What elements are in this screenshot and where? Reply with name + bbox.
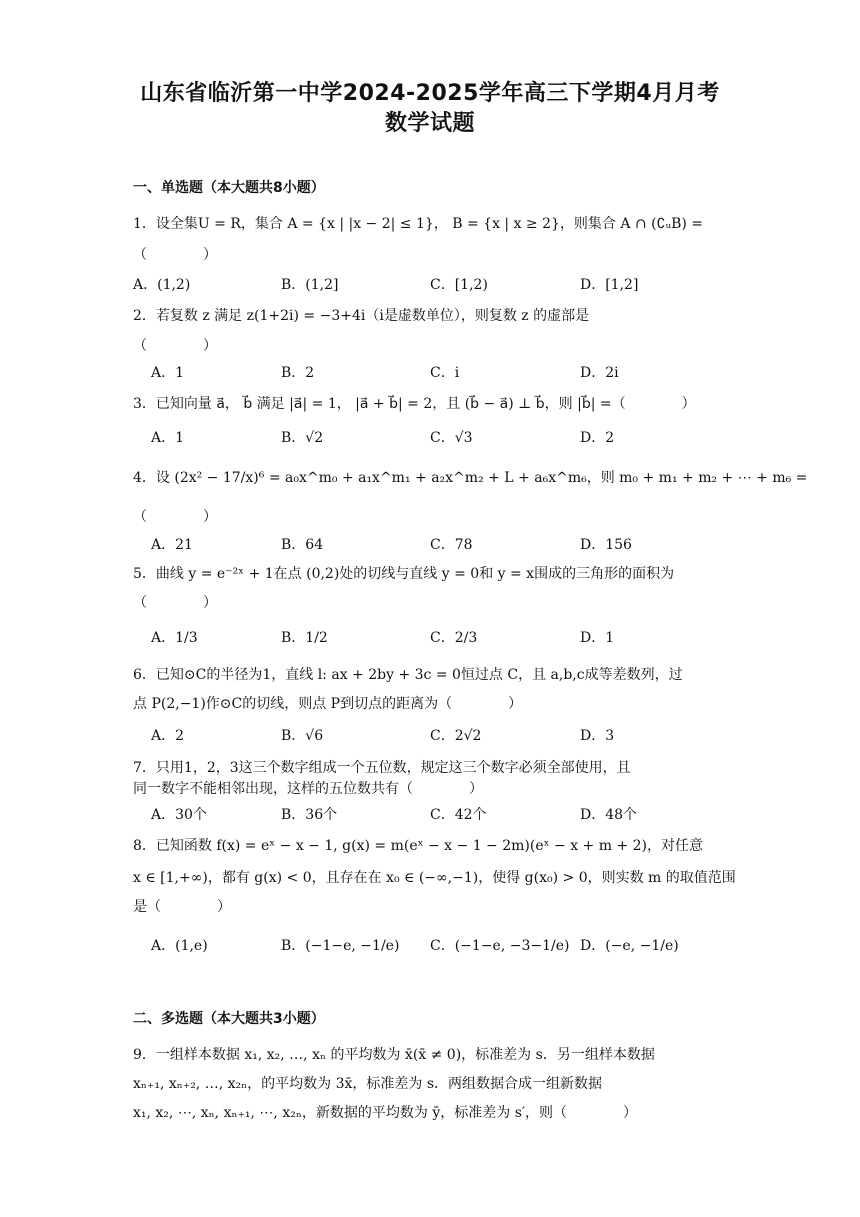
question-1-option-d: D．[1,2] xyxy=(580,277,639,293)
question-4-blank: （ ） xyxy=(133,509,217,525)
question-6-option-a: A．2 xyxy=(151,728,185,744)
question-8-blank: 是（ ） xyxy=(133,899,231,915)
question-7-stem-cont: 同一数字不能相邻出现，这样的五位数共有（ ） xyxy=(133,781,483,797)
question-7-option-d: D．48个 xyxy=(580,807,638,823)
question-5-option-a: A．1/3 xyxy=(151,630,198,646)
question-4-option-a: A．21 xyxy=(151,537,193,553)
question-7-option-c: C．42个 xyxy=(430,807,487,823)
question-5-option-b: B．1/2 xyxy=(281,630,328,646)
question-3-option-a: A．1 xyxy=(151,430,185,446)
question-6-option-b: B．√6 xyxy=(281,728,324,744)
question-5-stem: 5．曲线 y = e⁻²ˣ + 1在点 (0,2)处的切线与直线 y = 0和 y = x围成的三角形的面积为 xyxy=(133,566,675,582)
question-1-blank: （ ） xyxy=(133,247,217,263)
question-6-stem-cont: 点 P(2,−1)作⊙C的切线，则点 P到切点的距离为（ ） xyxy=(133,696,523,712)
question-5-option-c: C．2/3 xyxy=(430,630,478,646)
exam-title: 山东省临沂第一中学2024-2025学年高三下学期4月月考 xyxy=(140,81,720,106)
question-5-blank: （ ） xyxy=(133,595,217,611)
question-2-option-c: C．i xyxy=(430,365,460,381)
section-multiple-choice: 二、多选题（本大题共3小题） xyxy=(133,1011,325,1027)
question-7-stem: 7．只用1，2，3这三个数字组成一个五位数，规定这三个数字必须全部使用，且 xyxy=(133,760,631,776)
question-2-option-d: D．2i xyxy=(580,365,619,381)
question-3-option-c: C．√3 xyxy=(430,430,473,446)
question-2-stem: 2．若复数 z 满足 z(1+2i) = −3+4i（i是虚数单位），则复数 z 的虚部是 xyxy=(133,308,590,324)
question-2-option-a: A．1 xyxy=(151,365,185,381)
question-2-blank: （ ） xyxy=(133,338,217,354)
question-9-stem-end: x₁, x₂, ⋯, xₙ, xₙ₊₁, ⋯, x₂ₙ，新数据的平均数为 ȳ，标准差为 s′，则（ ） xyxy=(133,1105,638,1121)
question-6-stem: 6．已知⊙C的半径为1，直线 l: ax + 2by + 3c = 0恒过点 C，且 a,b,c成等差数列，过 xyxy=(133,667,683,683)
question-3-option-d: D．2 xyxy=(580,430,615,446)
question-3-option-b: B．√2 xyxy=(281,430,324,446)
question-8-stem-cont: x ∈ [1,+∞)，都有 g(x) < 0，且存在在 x₀ ∈ (−∞,−1)，使得 g(x₀) > 0，则实数 m 的取值范围 xyxy=(133,870,736,886)
question-8-stem: 8．已知函数 f(x) = eˣ − x − 1, g(x) = m(eˣ − x − 1 − 2m)(eˣ − x + m + 2)，对任意 xyxy=(133,838,703,854)
question-4-stem: 4．设 (2x² − 17/x)⁶ = a₀x^m₀ + a₁x^m₁ + a₂x^m₂ + L + a₆x^m₆，则 m₀ + m₁ + m₂ + ⋯ + m₆ = xyxy=(133,470,808,486)
question-8-option-c: C．(−1−e, −3−1/e) xyxy=(430,938,570,954)
question-8-option-d: D．(−e, −1/e) xyxy=(580,938,679,954)
question-8-option-b: B．(−1−e, −1/e) xyxy=(281,938,400,954)
question-4-option-c: C．78 xyxy=(430,537,473,553)
question-4-option-b: B．64 xyxy=(281,537,324,553)
question-1-option-c: C．[1,2) xyxy=(430,277,488,293)
question-6-option-c: C．2√2 xyxy=(430,728,482,744)
question-1-option-b: B．(1,2] xyxy=(281,277,339,293)
question-9-stem-cont: xₙ₊₁, xₙ₊₂, …, x₂ₙ，的平均数为 3x̄，标准差为 s．两组数据合成一组新数据 xyxy=(133,1076,603,1092)
question-4-option-d: D．156 xyxy=(580,537,632,553)
question-1-option-a: A．(1,2) xyxy=(133,277,191,293)
question-6-option-d: D．3 xyxy=(580,728,615,744)
question-2-option-b: B．2 xyxy=(281,365,315,381)
question-5-option-d: D．1 xyxy=(580,630,615,646)
question-1-stem: 1．设全集U = R，集合 A = {x | |x − 2| ≤ 1}， B = {x | x ≥ 2}，则集合 A ∩ (∁ᵤB) = xyxy=(133,216,704,232)
question-7-option-b: B．36个 xyxy=(281,807,338,823)
question-8-option-a: A．(1,e) xyxy=(151,938,208,954)
question-7-option-a: A．30个 xyxy=(151,807,207,823)
section-single-choice: 一、单选题（本大题共8小题） xyxy=(133,180,325,196)
exam-subtitle: 数学试题 xyxy=(384,111,475,136)
question-9-stem: 9．一组样本数据 x₁, x₂, …, xₙ 的平均数为 x̄(x̄ ≠ 0)，标准差为 s．另一组样本数据 xyxy=(133,1047,655,1063)
question-3-stem: 3．已知向量 a⃗， b⃗ 满足 |a⃗| = 1， |a⃗ + b⃗| = 2，且 (b⃗ − a⃗) ⊥ b⃗，则 |b⃗| =（ ） xyxy=(133,396,696,412)
